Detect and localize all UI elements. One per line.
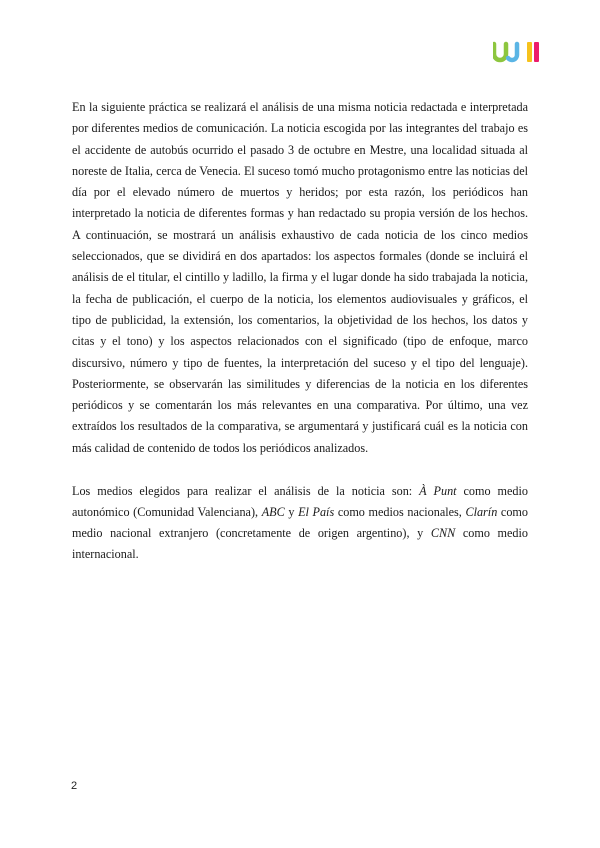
media-cnn: CNN [430,526,456,541]
media-el-pais: El País [298,504,335,519]
media-clarin: Clarín [465,504,498,519]
media-a-punt: À Punt [419,483,457,498]
uji-logo [493,40,541,64]
paragraph-media: Los medios elegidos para realizar el análisis de la noticia son: À Punt como medio autonómico (Comunidad Valenciana), ABC y El País como medios nacionales, Clarín como medio nacional extranjero (concretamente de origen argentino), y CNN como medio internacional. [72,483,529,562]
paragraph-intro: En la siguiente práctica se realizará el análisis de una misma noticia redactada e interpretada por diferentes medios de comunicación. La noticia escogida por las integrantes del trabajo es el accidente de autobús ocurrido el pasado 3 de octubre en Mestre, una localidad situada al noreste de Italia, cerca de Venecia. El suceso tomó mucho protagonismo entre las noticias del día por el elevado número de muertos y heridos; por esta razón, los periódicos han interpretado la noticia de diferentes formas y han redactado su propia versión de los hechos. A continuación, se mostrará un análisis exhaustivo de cada noticia de los cinco medios seleccionados, que se dividirá en dos apartados: los aspectos formales (donde se incluirá el análisis de el titular, el cintillo y ladillo, la firma y el lugar donde ha sido trabajada la noticia, la fecha de publicación, el cuerpo de la noticia, los elementos audiovisuales y gráficos, el tipo de publicidad, la extensión, los comentarios, la objetividad de los hechos, los datos y citas y el tono) y los aspectos relacionados con el significado (tipo de enfoque, marco discursivo, número y tipo de fuentes, la interpretación del suceso y el tipo del lenguaje). Posteriormente, se observarán las similitudes y diferencias de la noticia en los diferentes periódicos y se comentarán los más relevantes en una comparativa. Por último, una vez extraídos los resultados de la comparativa, se argumentará y justificará cuál es la noticia con más calidad de contenido de todos los periódicos analizados. [72,100,528,455]
page-number: 2 [71,780,78,792]
body-text [72,97,528,566]
media-abc: ABC [261,504,285,519]
